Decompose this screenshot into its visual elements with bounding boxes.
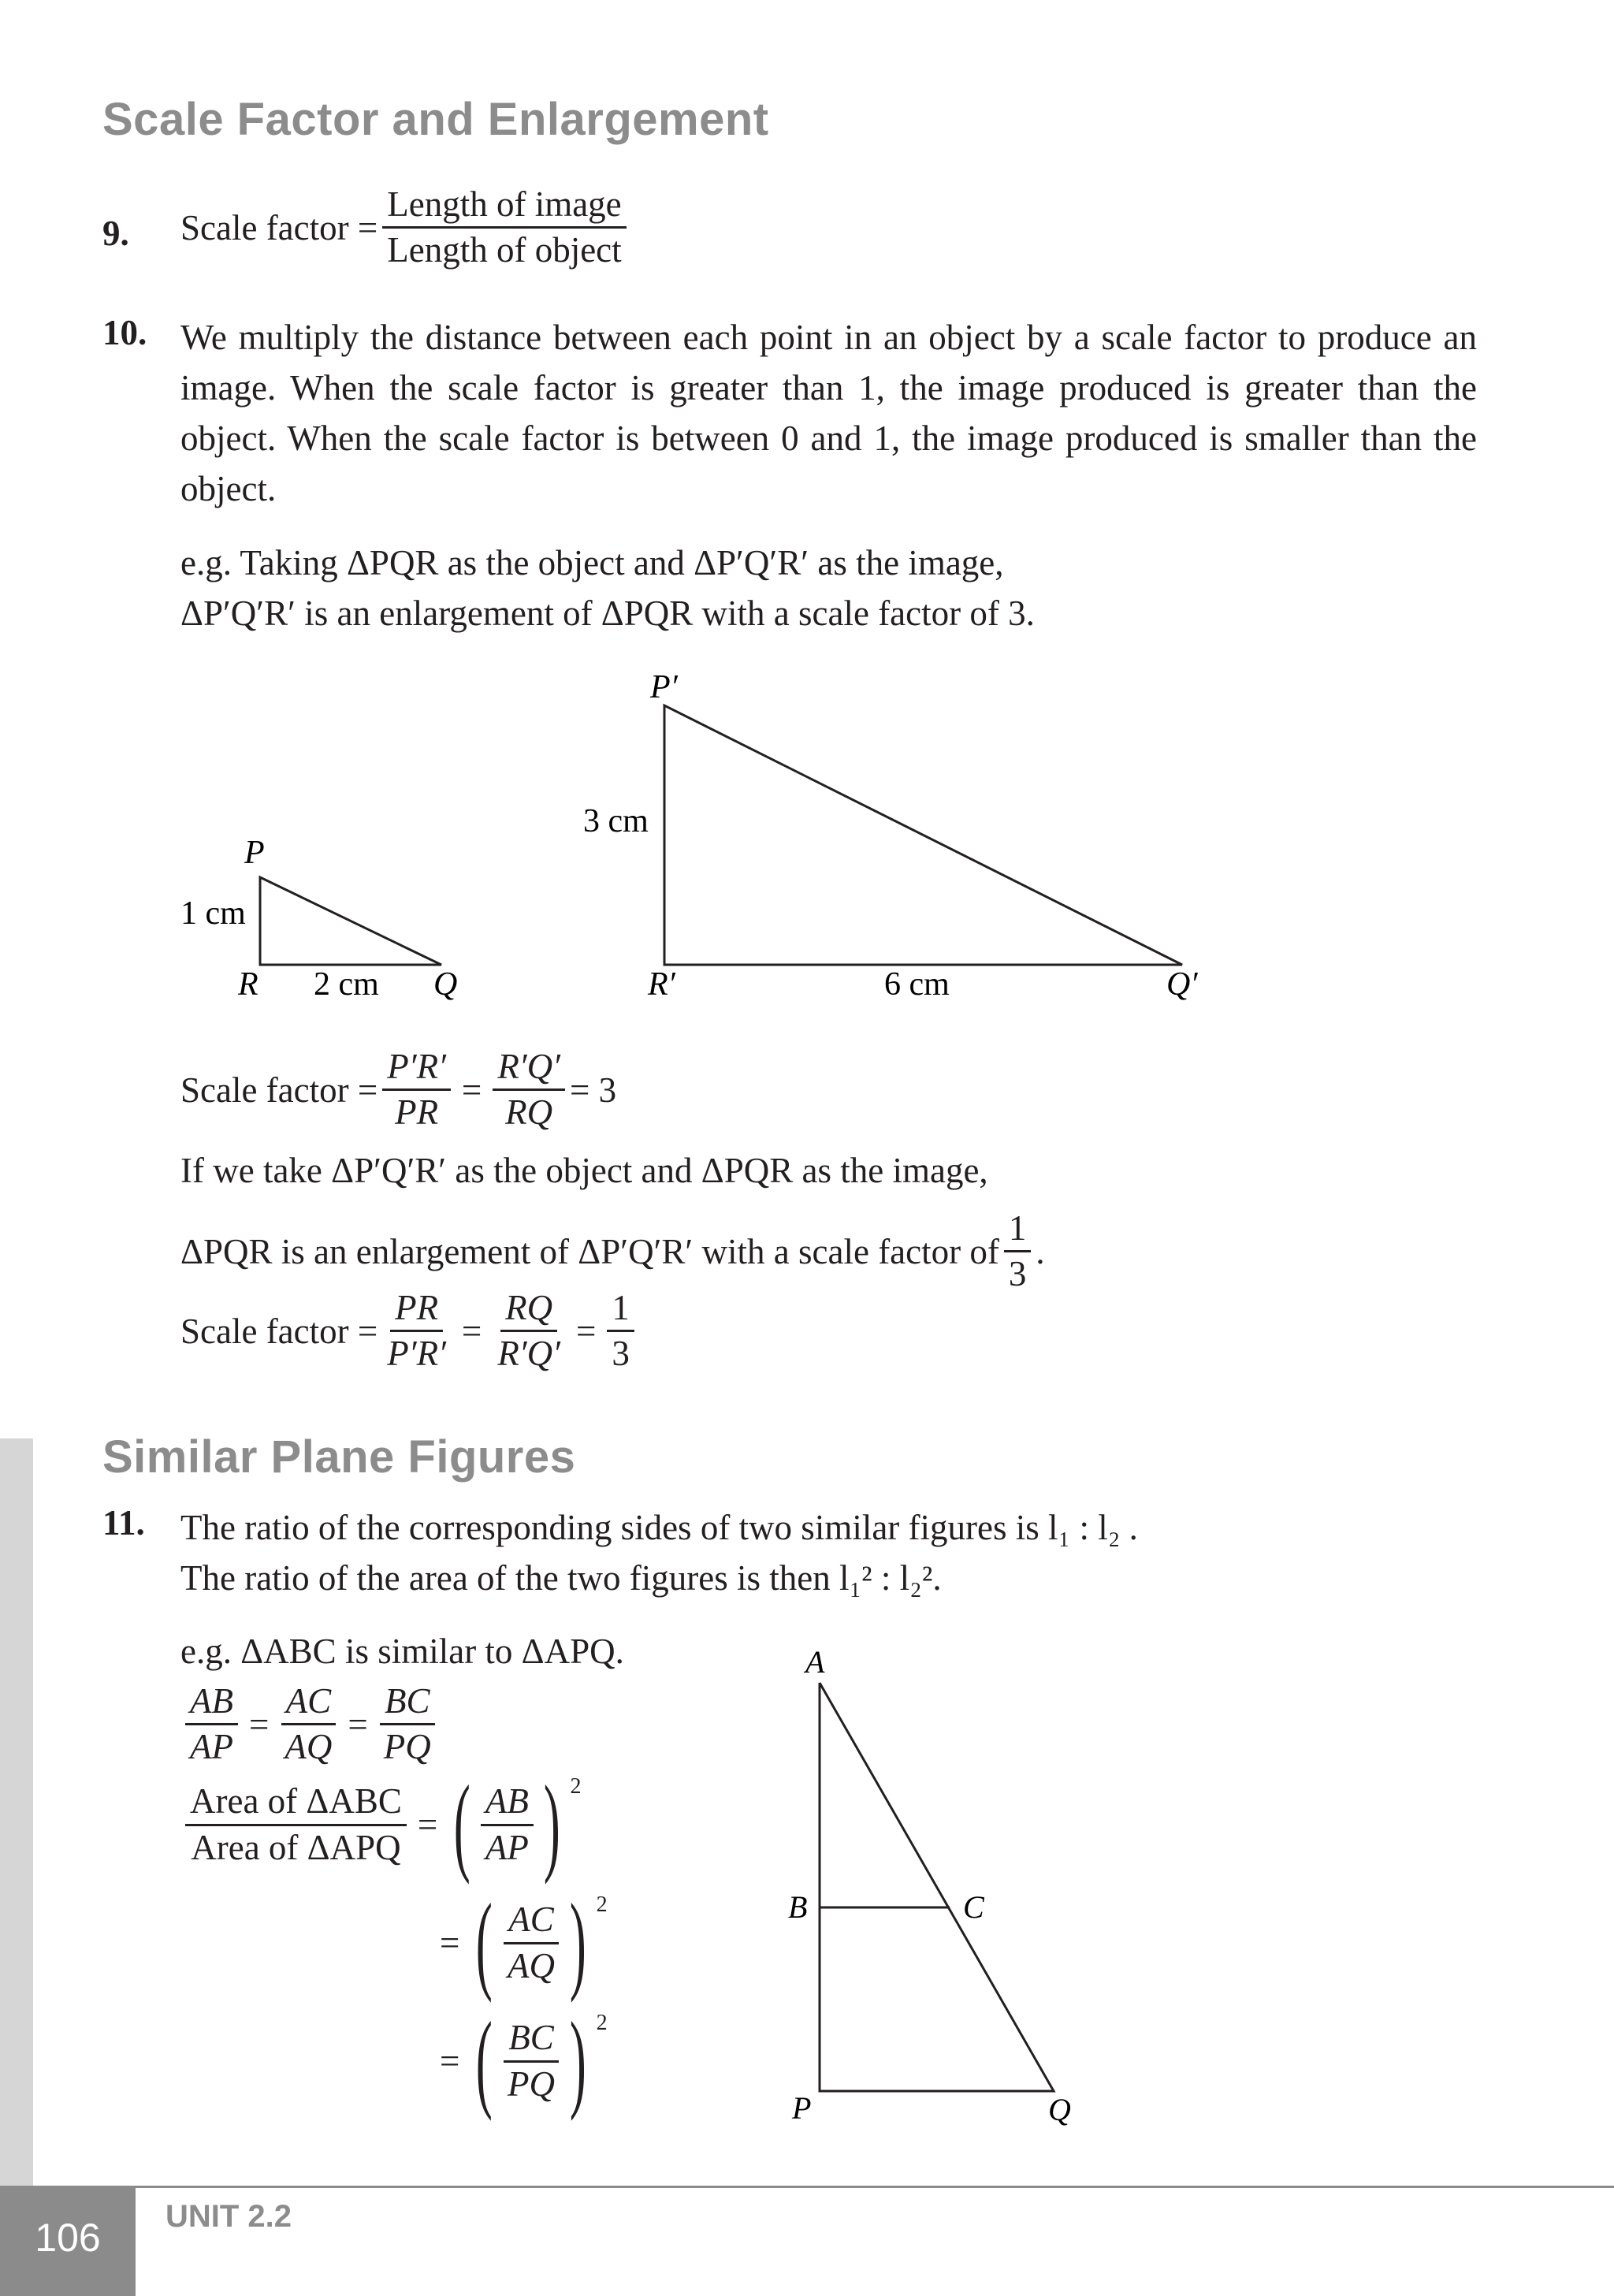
squared-ratio-line-2 <box>433 1881 608 2004</box>
sf2-frac-2 <box>493 1289 565 1373</box>
sf2-d2: R′Q′ <box>497 1334 560 1374</box>
sq1-n: AB <box>481 1783 534 1825</box>
footer-rule <box>0 2186 1614 2188</box>
equals-sign: = <box>440 2041 460 2081</box>
third-n: 1 <box>1004 1210 1032 1252</box>
ratio-frac-1 <box>185 1683 238 1766</box>
label-R: R <box>238 966 258 1003</box>
area-ratio-equation <box>180 1763 582 1885</box>
fraction-denominator: Length of object <box>387 230 622 270</box>
sf1-d1: PR <box>395 1092 439 1133</box>
item-11-line-2: The ratio of the area of the two figures is then l₁² : l₂². <box>180 1558 942 1598</box>
label-B: B <box>788 1889 808 1925</box>
area-d: Area of ΔAPQ <box>191 1827 401 1867</box>
sf2-rd: 3 <box>612 1334 630 1374</box>
sq2-n: AC <box>504 1901 559 1944</box>
item-10-paragraph: We multiply the distance between each point in an object by a scale factor to produce an image. When the scale factor is greater than 1, the image produced is greater than the object. When the scale factor is between 0 and 1, the image produced is smaller than the object. <box>180 318 1477 508</box>
side-rq-large: 6 cm <box>884 966 950 1003</box>
large-triangle <box>664 705 1182 965</box>
label-A: A <box>805 1644 825 1680</box>
sf1-n1: P′R′ <box>382 1048 451 1091</box>
equals-sign: = <box>461 1311 482 1351</box>
label-Q: Q <box>433 966 458 1003</box>
line-enlargement-text: ΔPQR is an enlargement of ΔP′Q′R′ with a scale factor of <box>180 1231 999 1271</box>
squared-ratio-line-3 <box>433 2000 608 2122</box>
third-d: 3 <box>1008 1254 1027 1294</box>
area-frac <box>185 1783 407 1866</box>
equals-sign: = <box>248 1704 270 1744</box>
item-number-11: 11. <box>102 1503 145 1542</box>
sf1-result: = 3 <box>570 1070 617 1110</box>
scale-factor-label: Scale factor = <box>180 207 378 247</box>
exponent: 2 <box>596 1892 608 1917</box>
label-C: C <box>963 1889 984 1925</box>
small-triangle <box>260 877 441 965</box>
scale-factor-equation-1 <box>180 1048 616 1132</box>
sq3-n: BC <box>504 2019 559 2062</box>
ratio-n3: BC <box>380 1683 435 1725</box>
ratio-frac-2 <box>280 1683 337 1766</box>
side-pr-large: 3 cm <box>583 803 649 839</box>
sf2-d1: P′R′ <box>387 1334 446 1374</box>
triangle-apq <box>820 1683 1054 2091</box>
period: . <box>1036 1231 1045 1271</box>
squared-ratio-3: ( $\frac{BC}{PQ}$ ) $^2$ <box>476 2000 608 2122</box>
sf2-n1: PR <box>390 1289 443 1332</box>
equals-sign: = <box>576 1311 597 1351</box>
example-line-1: e.g. Taking ΔPQR as the object and ΔP′Q′R′ as the image, <box>180 543 1004 582</box>
sf2-rn: 1 <box>607 1289 634 1332</box>
ratio-n1: AB <box>185 1683 238 1725</box>
equals-sign: = <box>440 1923 460 1963</box>
item-11-line-1: The ratio of the corresponding sides of two similar figures is l₁ : l₂ . <box>180 1508 1138 1547</box>
sq3-d: PQ <box>508 2063 556 2104</box>
label-Q-11: Q <box>1048 2092 1071 2127</box>
item-number-10: 10. <box>102 313 147 352</box>
side-rq-small: 2 cm <box>314 966 379 1003</box>
line-enlargement-third <box>180 1210 1045 1293</box>
label-P-prime: P′ <box>650 669 678 705</box>
equals-sign: = <box>348 1704 368 1744</box>
label-P: P <box>244 835 265 871</box>
sidebar-strip <box>0 1438 33 2187</box>
ratio-frac-3 <box>379 1683 436 1766</box>
example-line-2: ΔP′Q′R′ is an enlargement of ΔPQR with a scale factor of 3. <box>180 594 1035 633</box>
label-Q-prime: Q′ <box>1166 966 1198 1003</box>
squared-ratio-1: ( $\frac{AB}{AP}$ ) $^2$ <box>454 1763 582 1885</box>
ratio-d1: AP <box>190 1727 233 1767</box>
sf2-frac-3 <box>607 1289 634 1373</box>
sf1-d2: RQ <box>505 1092 553 1133</box>
line-if-we-take: If we take ΔP′Q′R′ as the object and ΔPQR as the image, <box>180 1151 988 1190</box>
ratio-d2: AQ <box>284 1727 333 1767</box>
sq1-d: AP <box>485 1827 529 1867</box>
sf2-frac-1 <box>382 1289 451 1373</box>
label-P-11: P <box>792 2090 812 2126</box>
sf2-label: Scale factor = <box>180 1311 378 1351</box>
item-number-9: 9. <box>102 214 129 253</box>
sf2-n2: RQ <box>500 1289 557 1332</box>
exponent: 2 <box>596 2011 608 2035</box>
page-number-box <box>0 2188 136 2296</box>
squared-ratio-2: ( $\frac{AC}{AQ}$ ) $^2$ <box>476 1881 608 2004</box>
page-number: 106 <box>35 2215 101 2260</box>
equals-sign: = <box>461 1070 482 1110</box>
unit-label: UNIT 2.2 <box>165 2199 292 2234</box>
scale-factor-equation-2 <box>180 1289 639 1373</box>
section-heading-scale-factor: Scale Factor and Enlargement <box>102 94 769 145</box>
equals-sign: = <box>417 1805 438 1844</box>
sf1-frac-1 <box>382 1048 451 1132</box>
ratio-n2: AC <box>281 1683 337 1725</box>
label-R-prime: R′ <box>648 966 675 1003</box>
ratio-d3: PQ <box>383 1727 431 1767</box>
ratio-equation <box>180 1683 441 1766</box>
fraction-numerator: Length of image <box>382 186 626 229</box>
sf1-frac-2 <box>493 1048 565 1132</box>
section-heading-similar-figures: Similar Plane Figures <box>102 1431 576 1483</box>
sq2-d: AQ <box>508 1945 556 1985</box>
one-third-fraction <box>1004 1210 1032 1293</box>
item-11-example: e.g. ΔABC is similar to ΔAPQ. <box>180 1632 624 1671</box>
sf1-label: Scale factor = <box>180 1070 378 1110</box>
sf1-n2: R′Q′ <box>493 1048 565 1091</box>
area-n: Area of ΔABC <box>185 1783 407 1825</box>
exponent: 2 <box>570 1774 582 1799</box>
side-pr-small: 1 cm <box>180 895 246 932</box>
